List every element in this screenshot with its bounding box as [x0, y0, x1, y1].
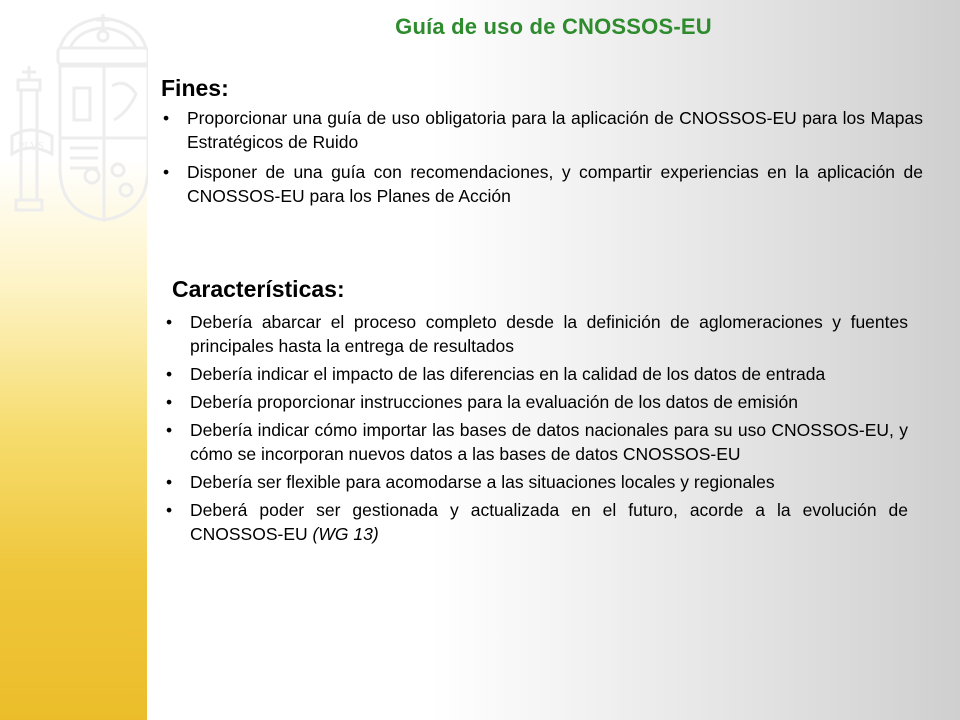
list-item-text: Deberá poder ser gestionada y actualizada en el futuro, acorde a la evolución de CNOSSOS-EU — [190, 500, 908, 544]
list-item: • Debería indicar el impacto de las diferencias en la calidad de los datos de entrada — [190, 362, 908, 386]
caracteristicas-list — [190, 310, 908, 550]
fines-list — [187, 106, 923, 214]
coat-of-arms-icon — [8, 8, 148, 228]
list-item: • Proporcionar una guía de uso obligatoria para la aplicación de CNOSSOS-EU para los Mapas Estratégicos de Ruido — [187, 106, 923, 154]
crest-motto: PLVS — [18, 140, 44, 152]
working-group-note: (WG 13) — [312, 524, 379, 544]
list-item: • Debería indicar cómo importar las bases de datos nacionales para su uso CNOSSOS-EU, y cómo se incorporan nuevos datos a las bases de datos CNOSSOS-EU — [190, 418, 908, 466]
list-item: • Disponer de una guía con recomendaciones, y compartir experiencias en la aplicación de CNOSSOS-EU para los Planes de Acción — [187, 160, 923, 208]
list-item: • Debería ser flexible para acomodarse a las situaciones locales y regionales — [190, 470, 908, 494]
fines-heading: Fines: — [161, 75, 229, 101]
list-item: • Debería abarcar el proceso completo desde la definición de aglomeraciones y fuentes principales hasta la entrega de resultados — [190, 310, 908, 358]
slide-title: Guía de uso de CNOSSOS-EU — [395, 14, 712, 39]
list-item: • Debería proporcionar instrucciones para la evaluación de los datos de emisión — [190, 390, 908, 414]
list-item-last — [190, 498, 908, 546]
caracteristicas-heading: Características: — [172, 276, 345, 302]
